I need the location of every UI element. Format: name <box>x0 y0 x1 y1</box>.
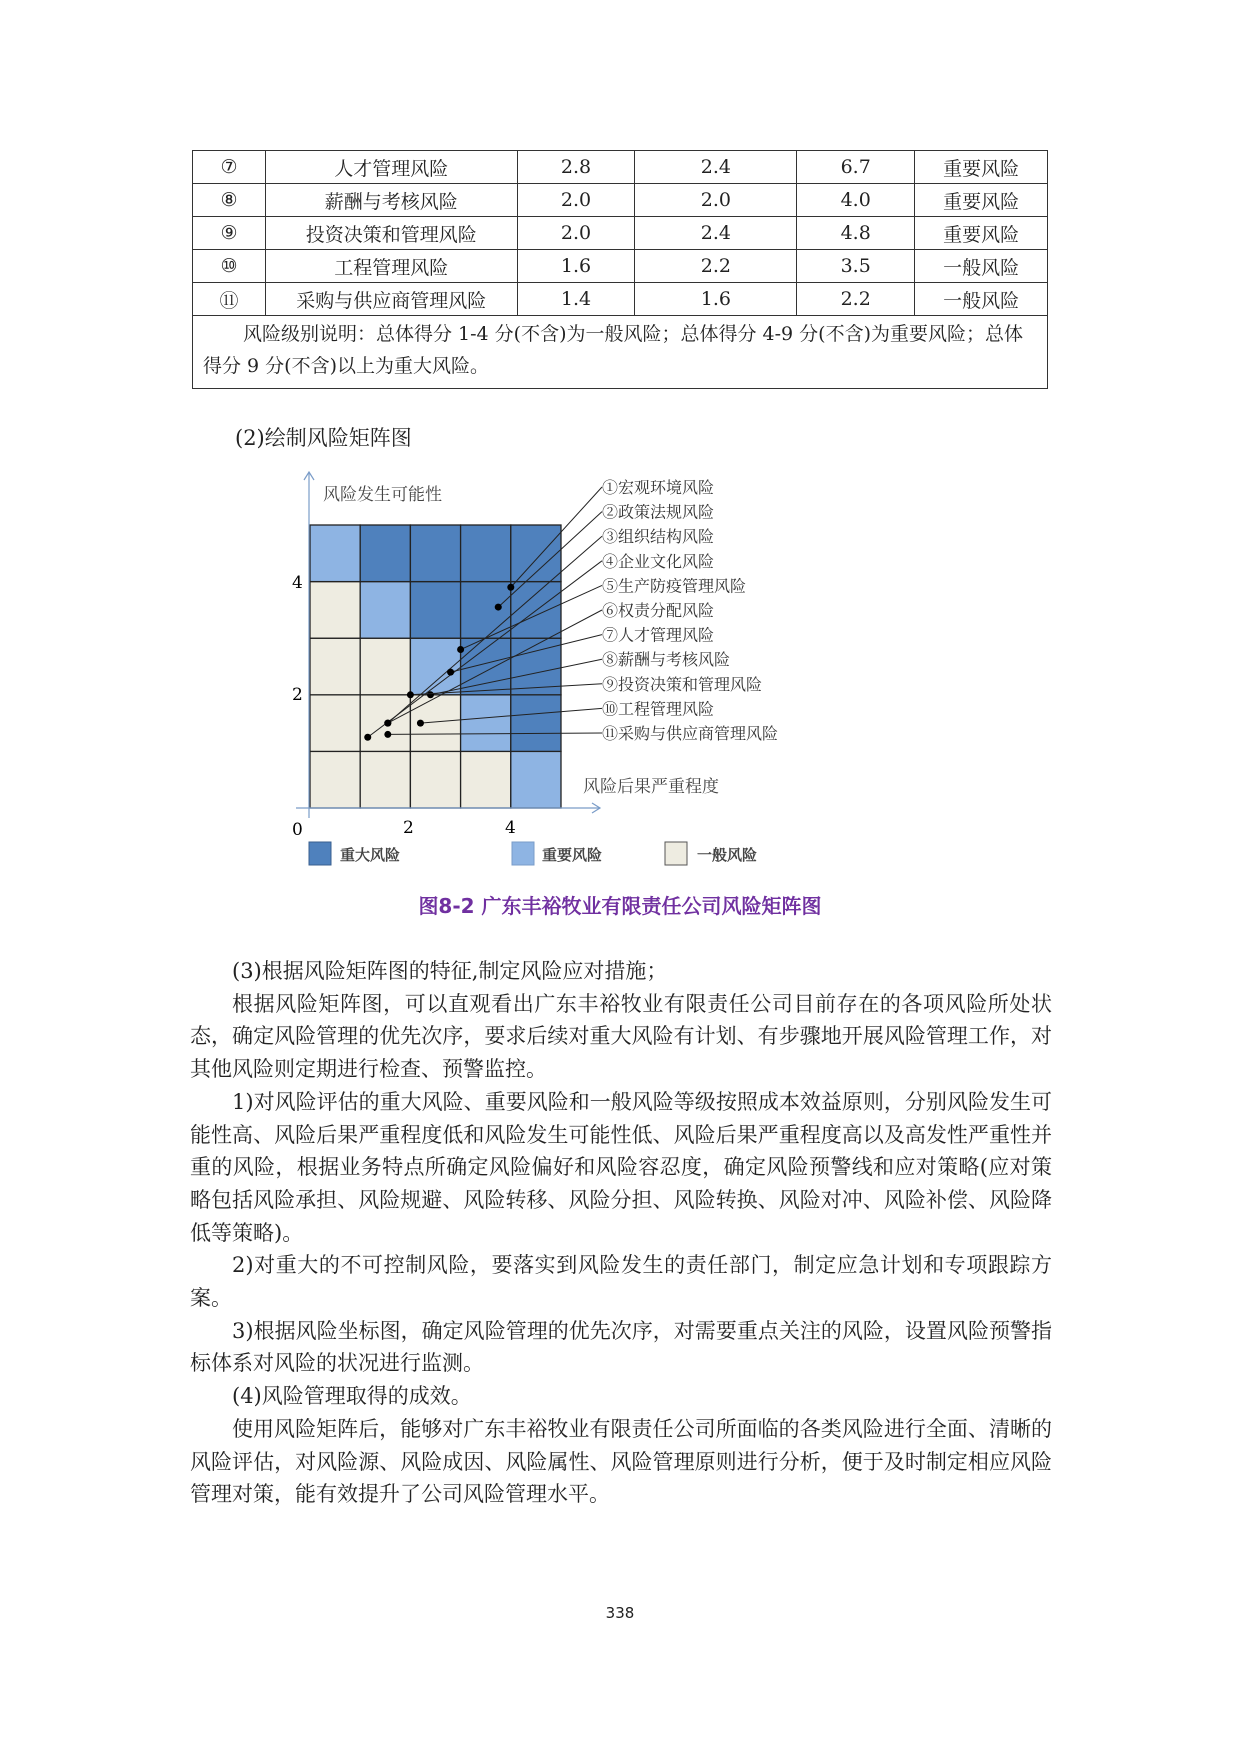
table-cell-no: ⑪ <box>193 283 266 316</box>
matrix-cell-general <box>461 751 511 808</box>
matrix-cell-general <box>310 582 360 639</box>
table-cell-name: 人才管理风险 <box>265 151 517 184</box>
table-cell-a: 2.0 <box>517 217 635 250</box>
table-cell-no: ⑧ <box>193 184 266 217</box>
risk-point-label: ⑪采购与供应商管理风险 <box>602 724 779 743</box>
risk-point <box>364 734 371 741</box>
risk-point-label: ⑨投资决策和管理风险 <box>602 674 763 694</box>
y-axis-label: 风险发生可能性 <box>323 485 442 505</box>
paragraph: 根据风险矩阵图，可以直观看出广东丰裕牧业有限责任公司目前存在的各项风险所处状态，确定风险管理的优先次序，要求后续对重大风险有计划、有步骤地开展风险管理工作，对其他风险则定期进行检查、预警监控。 <box>190 991 1052 1082</box>
table-cell-no: ⑨ <box>193 217 266 250</box>
matrix-cell-major <box>511 695 561 752</box>
x-tick-label: 4 <box>505 818 516 838</box>
matrix-cell-major <box>360 525 410 582</box>
table-cell-no: ⑦ <box>193 151 266 184</box>
paragraph: 3)根据风险坐标图，确定风险管理的优先次序，对需要重点关注的风险，设置风险预警指标体系对风险的状况进行监测。 <box>190 1318 1052 1376</box>
table-cell-score: 6.7 <box>797 151 915 184</box>
body-text <box>190 955 1052 1511</box>
matrix-cell-general <box>310 695 360 752</box>
legend-swatch-important <box>512 842 534 865</box>
risk-point-label: ⑦人才管理风险 <box>602 625 715 645</box>
table-cell-no: ⑩ <box>193 250 266 283</box>
risk-point-label: ⑧薪酬与考核风险 <box>602 650 731 670</box>
table-cell-b: 2.4 <box>635 217 797 250</box>
risk-point <box>384 720 391 727</box>
table-cell-name: 投资决策和管理风险 <box>265 217 517 250</box>
x-axis-label: 风险后果严重程度 <box>583 777 719 797</box>
legend-swatch-major <box>309 842 331 865</box>
risk-point <box>384 731 391 738</box>
table-cell-a: 2.0 <box>517 184 635 217</box>
matrix-cell-major <box>511 525 561 582</box>
table-cell-name: 工程管理风险 <box>265 250 517 283</box>
table-cell-b: 2.2 <box>635 250 797 283</box>
figure-caption: 图8-2 广东丰裕牧业有限责任公司风险矩阵图 <box>418 894 822 918</box>
matrix-cell-important <box>511 751 561 808</box>
table-cell-name: 采购与供应商管理风险 <box>265 283 517 316</box>
risk-point-label: ④企业文化风险 <box>602 551 715 571</box>
risk-point <box>495 604 502 611</box>
matrix-cell-important <box>461 695 511 752</box>
matrix-cell-major <box>410 582 460 639</box>
matrix-cell-important <box>310 525 360 582</box>
table-cell-score: 4.0 <box>797 184 915 217</box>
table-cell-a: 1.6 <box>517 250 635 283</box>
table-cell-b: 2.4 <box>635 151 797 184</box>
y-tick-label: 4 <box>292 573 303 593</box>
matrix-cell-major <box>461 525 511 582</box>
table-cell-level: 重要风险 <box>915 151 1048 184</box>
matrix-cell-important <box>360 582 410 639</box>
risk-point <box>427 691 434 698</box>
paragraph: 使用风险矩阵后，能够对广东丰裕牧业有限责任公司所面临的各类风险进行全面、清晰的风险评估，对风险源、风险成因、风险属性、风险管理原则进行分析，便于及时制定相应风险管理对策，能有效提升了公司风险管理水平。 <box>190 1416 1052 1507</box>
table-cell-b: 1.6 <box>635 283 797 316</box>
table-cell-level: 重要风险 <box>915 217 1048 250</box>
matrix-cell-general <box>360 751 410 808</box>
page-number: 338 <box>605 1604 635 1622</box>
section-heading-draw-matrix: (2)绘制风险矩阵图 <box>235 426 412 450</box>
paragraph: (3)根据风险矩阵图的特征,制定风险应对措施； <box>232 959 668 983</box>
risk-point-label: ①宏观环境风险 <box>602 478 715 497</box>
table-cell-level: 一般风险 <box>915 283 1048 316</box>
table-cell-b: 2.0 <box>635 184 797 217</box>
table-cell-a: 1.4 <box>517 283 635 316</box>
risk-point-label: ⑩工程管理风险 <box>602 699 715 719</box>
risk-point-label: ⑥权责分配风险 <box>602 601 715 620</box>
risk-point <box>507 584 514 591</box>
risk-point <box>417 720 424 727</box>
matrix-cell-major <box>410 525 460 582</box>
paragraph: 1)对风险评估的重大风险、重要风险和一般风险等级按照成本效益原则，分别风险发生可能性高、风险后果严重程度低和风险发生可能性低、风险后果严重程度高以及高发性严重性并重的风险，根据业务特点所确定风险偏好和风险容忍度，确定风险预警线和应对策略(应对策略包括风险承担、风险规避、风险转移、风险分担、风险转换、风险对冲、风险补偿、风险降低等策略)。 <box>190 1089 1052 1245</box>
legend-swatch-general <box>665 842 687 865</box>
risk-level-note: 风险级别说明：总体得分 1-4 分(不含)为一般风险；总体得分 4-9 分(不含)为重要风险；总体得分 9 分(不含)以上为重大风险。 <box>193 316 1048 389</box>
x-tick-label: 2 <box>403 818 414 838</box>
y-tick-label: 2 <box>292 685 303 705</box>
matrix-cell-major <box>511 582 561 639</box>
matrix-cell-general <box>360 638 410 695</box>
risk-point <box>457 646 464 653</box>
legend-label-general: 一般风险 <box>697 846 758 864</box>
table-cell-a: 2.8 <box>517 151 635 184</box>
matrix-cell-major <box>461 638 511 695</box>
legend-label-major: 重大风险 <box>340 846 401 864</box>
x-tick-label: 0 <box>292 820 303 840</box>
table-cell-level: 重要风险 <box>915 184 1048 217</box>
risk-point-label: ②政策法规风险 <box>602 502 715 522</box>
paragraph: (4)风险管理取得的成效。 <box>232 1384 472 1409</box>
risk-point-label: ③组织结构风险 <box>602 527 715 547</box>
matrix-cell-general <box>410 751 460 808</box>
legend-label-important: 重要风险 <box>542 846 603 864</box>
risk-point <box>407 691 414 698</box>
table-cell-score: 4.8 <box>797 217 915 250</box>
table-cell-score: 3.5 <box>797 250 915 283</box>
table-cell-score: 2.2 <box>797 283 915 316</box>
matrix-cell-general <box>310 638 360 695</box>
risk-point <box>447 669 454 676</box>
table-cell-name: 薪酬与考核风险 <box>265 184 517 217</box>
paragraph: 2)对重大的不可控制风险，要落实到风险发生的责任部门，制定应急计划和专项跟踪方案。 <box>190 1253 1052 1311</box>
table-cell-level: 一般风险 <box>915 250 1048 283</box>
risk-point-label: ⑤生产防疫管理风险 <box>602 576 747 596</box>
matrix-cell-general <box>310 751 360 808</box>
